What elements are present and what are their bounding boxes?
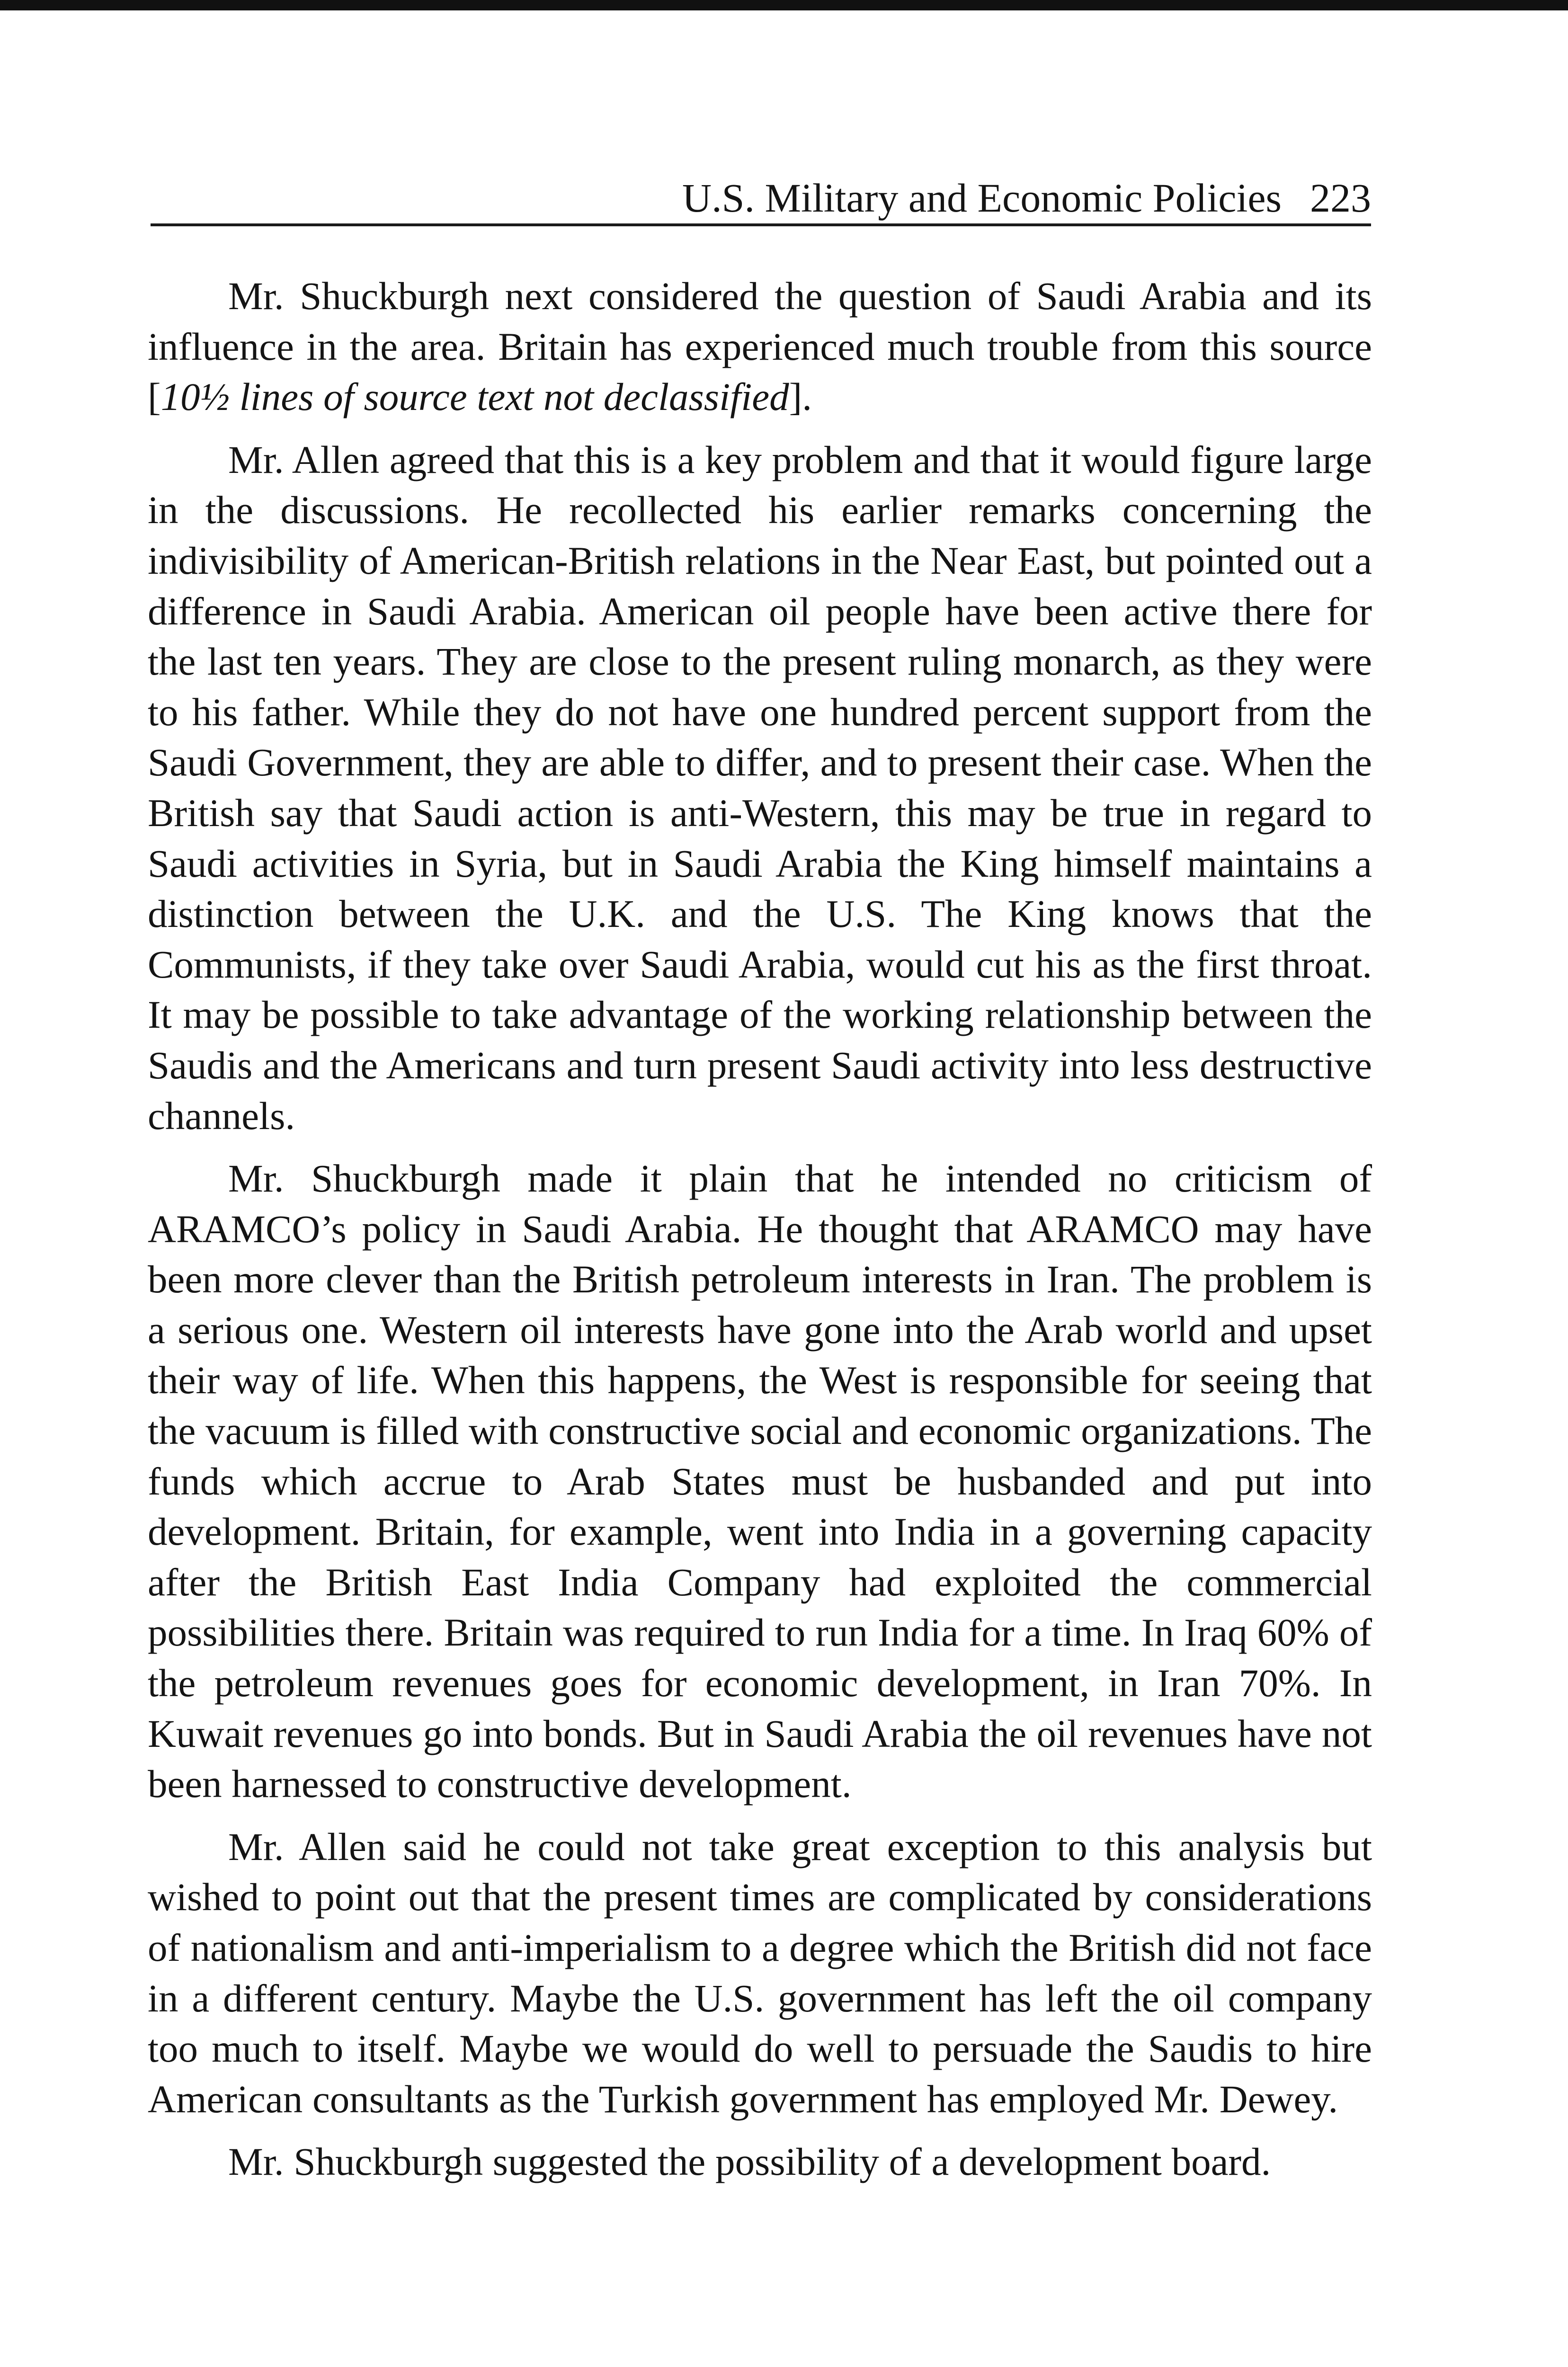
running-head [682, 174, 1371, 222]
paragraph-5: Mr. Shuckburgh suggested the possibility of a development board. [228, 2140, 1271, 2184]
paragraph-2: Mr. Allen agreed that this is a key problem and that it would figure large in the discussions. He recollected his earlier remarks concerning the indivisibility of American-British relations in the Near East, but pointed out a difference in Saudi Arabia. American oil people have been active there for the last ten years. They are close to the present ruling monarch, as they were to his father. While they do not have one hundred percent support from the Saudi Government, they are able to differ, and to present their case. When the British say that Saudi action is anti-Western, this may be true in regard to Saudi activities in Syria, but in Saudi Arabia the King himself maintains a distinction between the U.K. and the U.S. The King knows that the Communists, if they take over Saudi Arabia, would cut his as the first throat. It may be possible to take advantage of the working relationship between the Saudis and the Americans and turn present Saudi activity into less destructive channels. [148, 437, 1372, 1138]
paragraph-1 [148, 271, 1372, 422]
paragraph-3: Mr. Shuckburgh made it plain that he intended no criticism of ARAMCO’s policy in Saudi Arabia. He thought that ARAMCO may have been more clever than the British petroleum interests in Iran. The problem is a serious one. Western oil interests have gone into the Arab world and upset their way of life. When this happens, the West is responsible for seeing that the vacuum is filled with constructive social and economic organizations. The funds which accrue to Arab States must be husbanded and put into development. Britain, for example, went into India in a governing capacity after the British East India Company had exploited the commercial possibilities there. Britain was required to run India for a time. In Iraq 60% of the petroleum revenues goes for economic development, in Iran 70%. In Kuwait revenues go into bonds. But in Saudi Arabia the oil revenues have not been harnessed to constructive development. [148, 1157, 1372, 1806]
page-number: 223 [1310, 175, 1371, 221]
page-header [151, 170, 1371, 226]
paragraph-4: Mr. Allen said he could not take great exception to this analysis but wished to point out that the present times are complicated by considerations of nationalism and anti-imperialism to a degree which the British did not face in a different century. Maybe the U.S. government has left the oil company too much to itself. Maybe we would do well to persuade the Saudis to hire American consultants as the Turkish government has employed Mr. Dewey. [148, 1824, 1372, 2121]
body-text [148, 271, 1372, 2199]
page-top-edge [0, 0, 1568, 10]
paragraph-1-text: Mr. Shuckburgh next considered the question of Saudi Arabia and its influence in the area. Britain has experienced much trouble from this source [ [148, 274, 1372, 419]
redaction-note: 10½ lines of source text not declassified [160, 375, 789, 419]
paragraph-1-end: ]. [789, 375, 812, 419]
running-title: U.S. Military and Economic Policies [682, 175, 1282, 221]
